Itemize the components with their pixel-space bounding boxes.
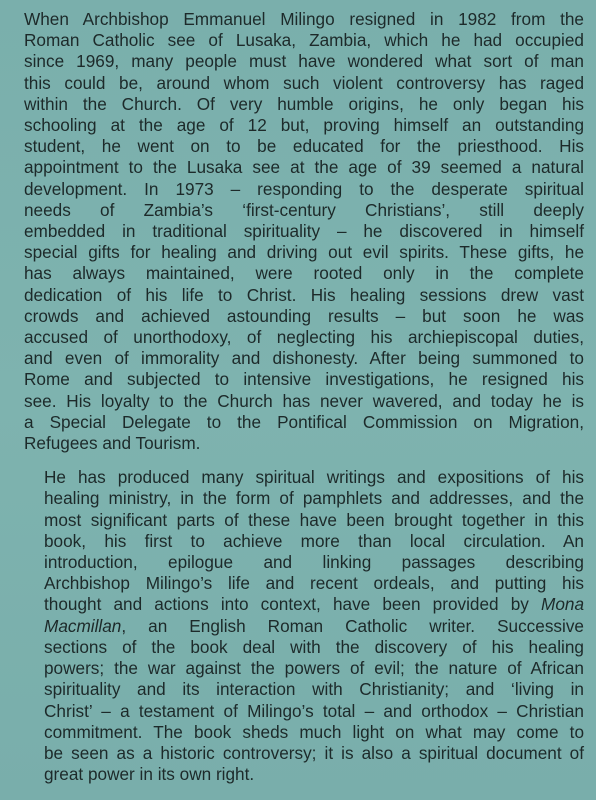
text-line: most significant parts of these have been brought together in this bbox=[44, 509, 584, 530]
text-line: When Archbishop Emmanuel Milingo resigned in 1982 from the bbox=[24, 9, 584, 29]
text-line: appointment to the Lusaka see at the age of 39 seemed a natural bbox=[24, 157, 584, 178]
text-line: great power in its own right. bbox=[44, 764, 255, 785]
text-line: be seen as a historic controversy; it is also a spiritual document of bbox=[44, 742, 584, 763]
text-line: introduction, epilogue and linking passages describing bbox=[44, 552, 584, 573]
author-first-name: Mona bbox=[541, 594, 585, 615]
text-line: Refugees and Tourism. bbox=[24, 433, 201, 454]
text-line: development. In 1973 – responding to the desperate spiritual bbox=[24, 178, 584, 199]
text-line: Roman Catholic see of Lusaka, Zambia, which he had occupied bbox=[24, 30, 584, 51]
text-line: Rome and subjected to intensive investigations, he resigned his bbox=[24, 369, 584, 390]
text-line: commitment. The book sheds much light on what may come to bbox=[44, 721, 584, 742]
text-line: Archbishop Milingo’s life and recent ordeals, and putting his bbox=[44, 573, 584, 594]
text-line: a Special Delegate to the Pontifical Commission on Migration, bbox=[24, 411, 584, 432]
text-segment: thought and actions into context, have been provided by bbox=[44, 594, 529, 615]
text-line-with-italic bbox=[24, 616, 584, 637]
text-segment: , an English Roman Catholic writer. Successive bbox=[121, 615, 584, 636]
author-last-name: Macmillan bbox=[44, 615, 122, 636]
text-line: powers; the war against the powers of evil; the nature of African bbox=[44, 658, 584, 679]
text-line: embedded in traditional spirituality – he discovered in himself bbox=[24, 221, 584, 242]
text-line-with-italic bbox=[24, 594, 584, 615]
paragraph-1 bbox=[24, 9, 584, 454]
text-line: crowds and achieved astounding results – but soon he was bbox=[24, 305, 584, 326]
text-line: student, he went on to be educated for the priesthood. His bbox=[24, 136, 584, 157]
text-line: sections of the book deal with the discovery of his healing bbox=[44, 636, 584, 657]
text-line: healing ministry, in the form of pamphlets and addresses, and the bbox=[44, 488, 584, 509]
paragraph-2 bbox=[24, 467, 584, 785]
text-line: He has produced many spiritual writings and expositions of his bbox=[44, 467, 584, 488]
text-line: book, his first to achieve more than local circulation. An bbox=[44, 530, 584, 551]
text-line: spirituality and its interaction with Christianity; and ‘living in bbox=[44, 679, 584, 700]
text-line: has always maintained, were rooted only in the complete bbox=[24, 263, 584, 284]
text-line: since 1969, many people must have wondered what sort of man bbox=[24, 51, 584, 72]
text-line: Christ’ – a testament of Milingo’s total – and orthodox – Christian bbox=[44, 700, 584, 721]
text-line: needs of Zambia’s ‘first-century Christians’, still deeply bbox=[24, 199, 584, 220]
text-line: accused of unorthodoxy, of neglecting his archiepiscopal duties, bbox=[24, 327, 584, 348]
text-line: see. His loyalty to the Church has never wavered, and today he is bbox=[24, 390, 584, 411]
text-line: schooling at the age of 12 but, proving himself an outstanding bbox=[24, 115, 584, 136]
text-line: and even of immorality and dishonesty. After being summoned to bbox=[24, 348, 584, 369]
text-line: special gifts for healing and driving out evil spirits. These gifts, he bbox=[24, 242, 584, 263]
text-line: within the Church. Of very humble origins, he only began his bbox=[24, 93, 584, 114]
text-line: dedication of his life to Christ. His healing sessions drew vast bbox=[24, 284, 584, 305]
text-line: this could be, around whom such violent controversy has raged bbox=[24, 72, 584, 93]
